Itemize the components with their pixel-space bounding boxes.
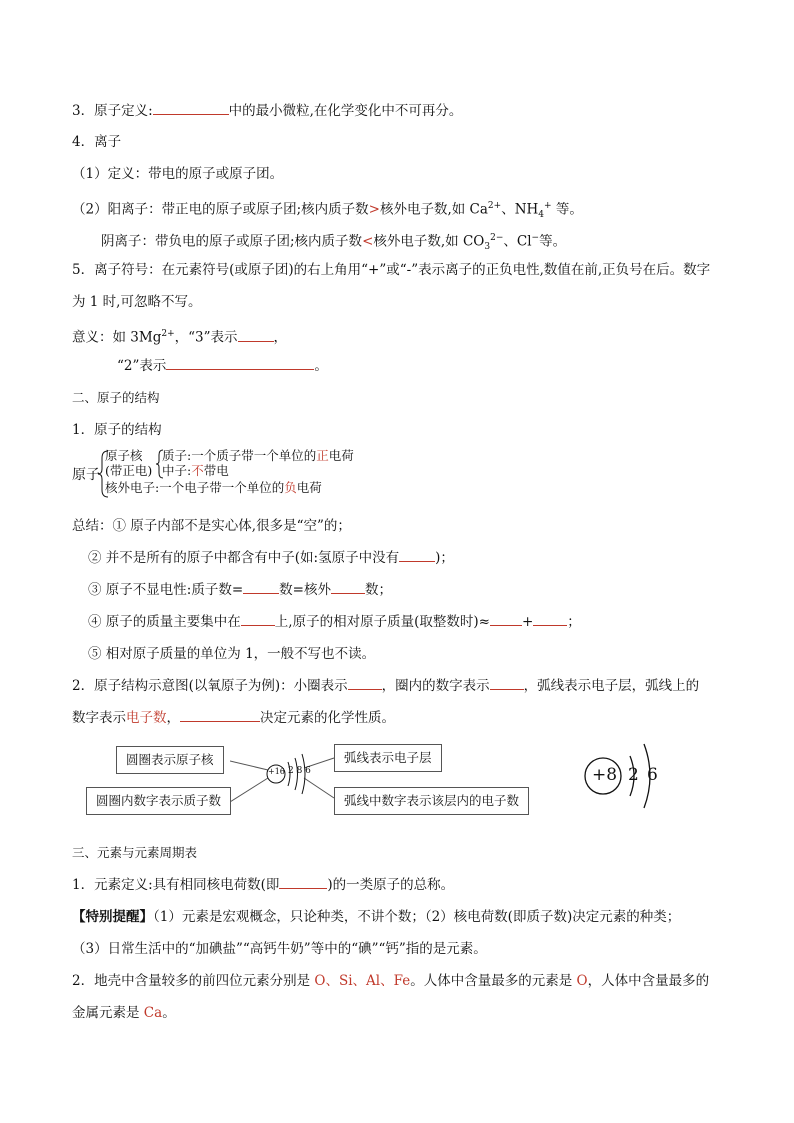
text: 2．地壳中含量较多的前四位元素分别是 bbox=[72, 973, 315, 989]
text: ， bbox=[273, 329, 288, 346]
text: 、NH bbox=[501, 201, 539, 218]
atom-definition-line bbox=[72, 101, 462, 121]
blank-field[interactable] bbox=[241, 612, 275, 626]
text: 核外电子数,如 Ca bbox=[379, 201, 488, 218]
blank-field[interactable] bbox=[180, 708, 260, 722]
crust-line1 bbox=[72, 971, 709, 991]
text: 上,原子的相对原子质量(取整数时)≈ bbox=[274, 614, 490, 630]
section-heading: 二、原子的结构 bbox=[72, 390, 160, 405]
not-word: 不 bbox=[191, 463, 204, 478]
ion-symbol-line1: 5．离子符号：在元素符号(或原子团)的右上角用“+”或“-”表示离子的正负电性,数值在前,正负号在后。数字 bbox=[72, 262, 711, 278]
text: 数字表示 bbox=[72, 710, 126, 726]
tip-label: 【特别提醒】 bbox=[72, 909, 153, 925]
blank-field[interactable] bbox=[533, 612, 567, 626]
atom-label: 原子 bbox=[72, 467, 100, 483]
nucleus-charge-note: (带正电) bbox=[105, 463, 153, 478]
ion-heading: 4．离子 bbox=[72, 134, 122, 150]
superscript: + bbox=[544, 201, 552, 211]
text: ，人体中含量最多的 bbox=[587, 973, 710, 989]
meaning-line bbox=[72, 324, 287, 348]
oxygen-shell2-count: 6 bbox=[647, 765, 658, 785]
ion-symbol-line2: 为 1 时,可忽略不写。 bbox=[72, 294, 202, 310]
text: 、Cl bbox=[503, 233, 532, 250]
layer-caption-box: 弧线表示电子层 bbox=[334, 744, 442, 772]
oxygen-shell1-count: 2 bbox=[628, 765, 639, 785]
oxygen-nucleus-label: +8 bbox=[592, 765, 618, 785]
element-definition bbox=[72, 875, 454, 895]
special-tip bbox=[72, 907, 680, 927]
text: 数； bbox=[364, 582, 392, 598]
text: 中子: bbox=[162, 463, 192, 478]
text: 电荷 bbox=[328, 448, 354, 463]
blank-field[interactable] bbox=[490, 612, 522, 626]
superscript: 2+ bbox=[161, 329, 175, 339]
text: 电荷 bbox=[296, 480, 322, 495]
superscript: 2− bbox=[490, 233, 504, 243]
text: ， bbox=[166, 710, 180, 726]
text: 1．元素定义:具有相同核电荷数(即 bbox=[72, 877, 280, 893]
text: ，弧线表示电子层，弧线上的 bbox=[523, 678, 700, 694]
text: 等。 bbox=[539, 233, 567, 250]
text: 2．原子结构示意图(以氧原子为例)：小圈表示 bbox=[72, 678, 348, 694]
text: ③ 原子不显电性:质子数= bbox=[88, 582, 244, 598]
ion-definition: （1）定义：带电的原子或原子团。 bbox=[72, 166, 284, 182]
small-atom-diagram bbox=[230, 750, 340, 810]
text: 金属元素是 bbox=[72, 1005, 144, 1021]
electron-count-word: 电子数 bbox=[126, 710, 167, 726]
negative-word: 负 bbox=[284, 480, 297, 495]
summary-2 bbox=[88, 548, 454, 568]
electron-line bbox=[105, 480, 322, 495]
text: 。 bbox=[162, 1005, 176, 1021]
structure-title: 1．原子的结构 bbox=[72, 422, 162, 438]
blank-field[interactable] bbox=[348, 676, 382, 690]
text: )； bbox=[435, 550, 454, 566]
text: ② 并不是所有的原子中都含有中子(如:氢原子中没有 bbox=[88, 550, 400, 566]
text: )的一类原子的总称。 bbox=[327, 877, 455, 893]
text: （1）元素是宏观概念，只论种类，不讲个数；（2）核电荷数(即质子数)决定元素的种类； bbox=[153, 909, 681, 925]
section-heading: 三、元素与元素周期表 bbox=[72, 845, 198, 860]
subscript: 3 bbox=[484, 242, 491, 253]
nucleus-caption-box: 圆圈表示原子核 bbox=[116, 746, 224, 774]
text: “2”表示 bbox=[117, 358, 167, 374]
text: 决定元素的化学性质。 bbox=[260, 710, 395, 726]
text: 带电 bbox=[203, 463, 229, 478]
blank-field[interactable] bbox=[399, 548, 435, 562]
blank-field[interactable] bbox=[238, 328, 274, 342]
text: 核外电子数,如 CO bbox=[373, 233, 485, 250]
structure-diagram-line1 bbox=[72, 676, 699, 696]
blank-field[interactable] bbox=[490, 676, 524, 690]
anion-line bbox=[101, 228, 566, 257]
text: + bbox=[521, 614, 534, 630]
summary-1: 总结：① 原子内部不是实心体,很多是“空”的； bbox=[72, 518, 351, 534]
text: 。人体中含量最多的元素是 bbox=[410, 973, 577, 989]
text: 质子:一个质子带一个单位的 bbox=[162, 448, 317, 463]
atom-structure-diagram bbox=[72, 448, 432, 500]
text: 核外电子:一个电子带一个单位的 bbox=[105, 480, 285, 495]
structure-diagram-line2 bbox=[72, 708, 395, 728]
summary-5: ⑤ 相对原子质量的单位为 1，一般不写也不读。 bbox=[88, 646, 376, 662]
cation-line bbox=[72, 196, 583, 225]
small-nucleus-label: +16 bbox=[268, 767, 285, 776]
text: 。 bbox=[314, 358, 328, 374]
proton-line bbox=[162, 448, 354, 463]
text: 意义：如 3Mg bbox=[72, 329, 162, 346]
blank-field[interactable] bbox=[279, 875, 327, 889]
proton-caption-box: 圆圈内数字表示质子数 bbox=[86, 787, 231, 815]
blank-field[interactable] bbox=[243, 580, 279, 594]
layer-count-caption-box: 弧线中数字表示该层内的电子数 bbox=[334, 787, 529, 815]
blank-field[interactable] bbox=[166, 356, 314, 370]
subscript: 4 bbox=[538, 210, 545, 221]
nucleus-label: 原子核 bbox=[105, 448, 143, 463]
body-element: O bbox=[576, 973, 588, 989]
text: 3．原子定义: bbox=[72, 103, 153, 119]
summary-4 bbox=[88, 612, 581, 632]
text: ，“3”表示 bbox=[174, 329, 238, 346]
text: 等。 bbox=[551, 201, 583, 218]
small-shell-numbers: 2 8 6 bbox=[288, 766, 311, 776]
crust-elements: O、Si、Al、Fe bbox=[314, 973, 411, 989]
blank-field[interactable] bbox=[153, 101, 229, 115]
text: ，圈内的数字表示 bbox=[381, 678, 490, 694]
superscript: 2+ bbox=[487, 201, 502, 211]
text: ； bbox=[567, 614, 581, 630]
blank-field[interactable] bbox=[331, 580, 365, 594]
text: 中的最小微粒,在化学变化中不可再分。 bbox=[228, 103, 463, 119]
text: ④ 原子的质量主要集中在 bbox=[88, 614, 241, 630]
summary-3 bbox=[88, 580, 392, 600]
greater-sign: > bbox=[368, 201, 380, 218]
body-metal: Ca bbox=[143, 1005, 163, 1021]
text: 阴离子：带负电的原子或原子团;核内质子数 bbox=[101, 233, 363, 250]
meaning-line2 bbox=[117, 356, 328, 376]
positive-word: 正 bbox=[316, 448, 329, 463]
less-sign: < bbox=[362, 233, 374, 250]
superscript: − bbox=[531, 233, 540, 243]
crust-line2 bbox=[72, 1003, 176, 1023]
text: （2）阳离子：带正电的原子或原子团;核内质子数 bbox=[72, 201, 369, 218]
neutron-line bbox=[162, 463, 229, 478]
special-tip-line2: （3）日常生活中的“加碘盐”“高钙牛奶”等中的“碘”“钙”指的是元素。 bbox=[72, 941, 487, 957]
text: 数=核外 bbox=[279, 582, 331, 598]
